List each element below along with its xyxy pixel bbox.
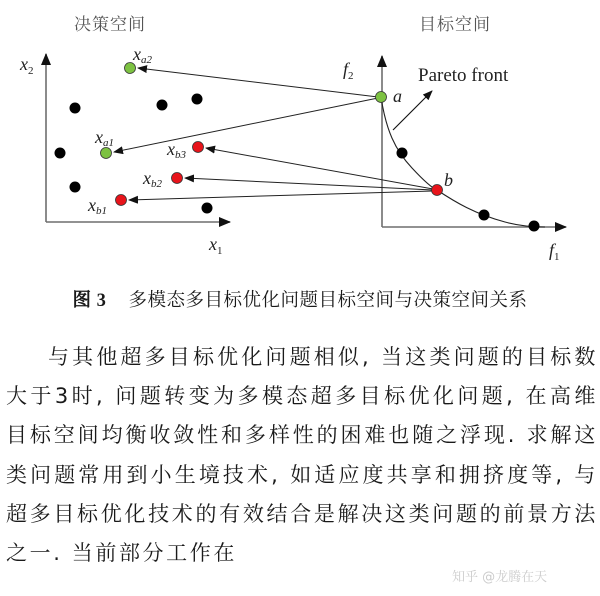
point-xb3: [193, 142, 204, 153]
pareto-front-label: Pareto front: [418, 65, 509, 86]
label-xb1: xb1: [88, 195, 107, 217]
caption-text: 多模态多目标优化问题目标空间与决策空间关系: [128, 290, 528, 311]
body-paragraph: 与其他超多目标优化问题相似, 当这类问题的目标数大于3时, 问题转变为多模态超多目标优化问题, 在高维目标空间均衡收敛性和多样性的困难也随之浮现. 求解这类问题常用到小生境技术, 如适应度共享和拥挤度等, 与超多目标优化技术的有效结合是解决这类问题的前景方法之一. 当前部分工作在: [6, 345, 598, 566]
figure-3: [0, 0, 600, 275]
point-xa2: [125, 63, 136, 74]
point-xa1: [101, 148, 112, 159]
label-xa2: xa2: [133, 44, 152, 66]
mapping-arrows-a: [114, 68, 378, 152]
axis-label-x1: $x_1$: [209, 234, 223, 257]
decision-space-axes: [46, 54, 230, 222]
label-a: a: [393, 86, 402, 106]
axis-label-f1: $f_1$: [549, 240, 560, 263]
decision-space-black-points: [55, 94, 213, 214]
axis-label-x2: $x_2$: [20, 54, 34, 77]
decision-space-title: 决策空间: [74, 15, 146, 35]
figure-number: 图 3: [72, 291, 107, 311]
figure-caption: [0, 286, 600, 312]
point-a: [376, 92, 387, 103]
watermark: 知乎 @龙腾在天: [452, 570, 548, 585]
objective-space-title: 目标空间: [419, 15, 491, 35]
label-xb3: xb3: [167, 139, 186, 161]
point-xb1: [116, 195, 127, 206]
point-b: [432, 185, 443, 196]
axis-label-f2: $f_2$: [343, 59, 354, 82]
pareto-front-curve: [381, 97, 545, 227]
label-xb2: xb2: [143, 168, 162, 190]
diagram: [0, 0, 600, 275]
point-xb2: [172, 173, 183, 184]
label-xa1: xa1: [95, 127, 114, 149]
label-b: b: [444, 170, 453, 190]
